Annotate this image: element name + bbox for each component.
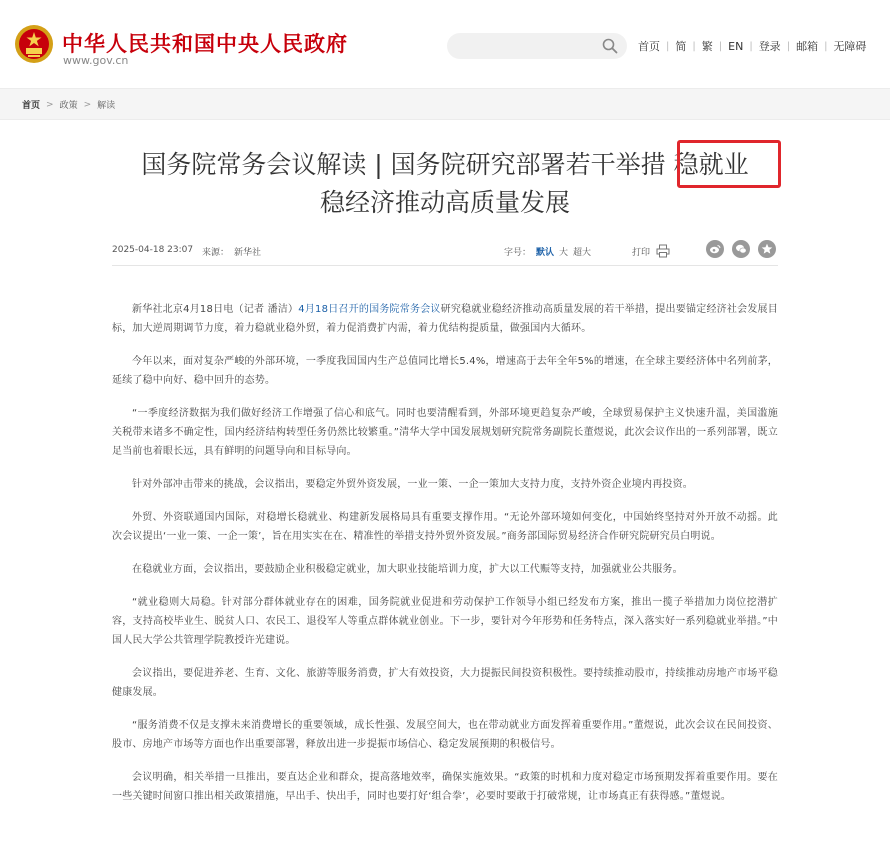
- font-size-label: 字号：: [504, 248, 532, 258]
- site-title[interactable]: 中华人民共和国中央人民政府: [62, 32, 348, 56]
- article-paragraph: 外贸、外资联通国内国际，对稳增长稳就业、构建新发展格局具有重要支撑作用。“无论外部环境如何变化，中国始终坚持对外开放不动摇。此次会议提出‘一业一策、一企一策’，旨在用实实在在、精准性的举措支持外贸外资发展。”商务部国际贸易经济合作研究院研究员白明说。: [112, 512, 778, 542]
- lead-prefix: 新华社北京4月18日电（记者 潘洁）: [132, 304, 299, 315]
- source-name: 新华社: [234, 248, 262, 258]
- font-size-default[interactable]: 默认: [536, 248, 555, 258]
- nav-separator: |: [718, 40, 723, 52]
- source-label: 来源：: [202, 248, 230, 258]
- nav-separator: |: [749, 40, 753, 52]
- article-paragraph: 针对外部冲击带来的挑战，会议指出，要稳定外贸外资发展，一业一策、一企一策加大支持力度，支持外资企业境内再投资。: [132, 479, 693, 490]
- breadcrumb-interpretation[interactable]: 解读: [97, 101, 116, 111]
- article-paragraph-lead: [112, 300, 778, 338]
- search-input[interactable]: [447, 33, 627, 59]
- chevron-right-icon: >: [83, 99, 92, 110]
- site-url: www.gov.cn: [63, 54, 129, 67]
- share-buttons: [706, 240, 776, 258]
- print-button[interactable]: [632, 244, 670, 258]
- article-paragraph: 会议指出，要促进养老、生育、文化、旅游等服务消费，扩大有效投资，大力提振民间投资积极性。要持续推动股市，持续推动房地产市场平稳健康发展。: [112, 668, 778, 698]
- font-size-large[interactable]: 大: [559, 248, 569, 258]
- nav-home[interactable]: 首页: [638, 40, 660, 53]
- top-nav: [632, 38, 872, 54]
- printer-icon: [656, 244, 670, 258]
- lead-link[interactable]: 4月18日召开的国务院常务会议: [298, 304, 441, 315]
- article-paragraph: 今年以来，面对复杂严峻的外部环境，一季度我国国内生产总值同比增长5.4%，增速高于去年全年5%的增速，在全球主要经济体中名列前茅，延续了稳中向好、稳中回升的态势。: [112, 356, 778, 386]
- font-size-control: [504, 245, 591, 258]
- breadcrumb-home[interactable]: 首页: [22, 101, 41, 111]
- weibo-icon[interactable]: [706, 240, 724, 258]
- nav-english[interactable]: EN: [728, 39, 744, 53]
- nav-separator: |: [786, 40, 791, 52]
- article-paragraph: 会议明确，相关举措一旦推出，要直达企业和群众，提高落地效率，确保实施效果。“政策的时机和力度对稳定市场预期发挥着重要作用。要在一些关键时间窗口推出相关政策措施，早出手、快出手，同时也要打好‘组合拳’，必要时要敢于打破常规，让市场真正有获得感。”董煜说。: [112, 772, 778, 802]
- article-paragraph: “一季度经济数据为我们做好经济工作增强了信心和底气。同时也要清醒看到，外部环境更趋复杂严峻，全球贸易保护主义快速升温，美国滥施关税带来诸多不确定性，国内经济结构转型任务仍然比较繁重。”清华大学中国发展规划研究院常务副院长董煜说，此次会议作出的一系列部署，既立足当前也着眼长远，具有鲜明的问题导向和目标导向。: [112, 408, 778, 457]
- nav-separator: |: [692, 40, 696, 52]
- favorite-icon[interactable]: [758, 240, 776, 258]
- wechat-icon[interactable]: [732, 240, 750, 258]
- nav-login[interactable]: 登录: [758, 40, 781, 53]
- article-paragraph: “就业稳则大局稳。针对部分群体就业存在的困难，国务院就业促进和劳动保护工作领导小组已经发布方案，推出一揽子举措加力岗位挖潜扩容，支持高校毕业生、脱贫人口、农民工、退役军人等重点群体就业创业。下一步，要针对今年形势和任务特点，深入落实好一系列稳就业举措。”中国人民大学公共管理学院教授许光建说。: [112, 597, 778, 646]
- article-body: [112, 300, 778, 820]
- breadcrumb-bar: [0, 88, 890, 120]
- national-emblem-logo[interactable]: [14, 24, 54, 64]
- search-icon[interactable]: [602, 38, 618, 54]
- nav-separator: |: [666, 40, 670, 52]
- article-title-line-1: 国务院常务会议解读 | 国务院研究部署若干举措 稳就业: [141, 150, 749, 179]
- font-size-extra-large[interactable]: 超大: [573, 248, 592, 258]
- nav-mailbox[interactable]: 邮箱: [796, 40, 819, 53]
- nav-accessibility[interactable]: 无障碍: [833, 40, 867, 53]
- lead-rest: 研究稳就业稳经济推动高质量发展的若干举措，提出要锚定经济社会发展目标，加大逆周期调节力度，着力稳就业稳外贸，着力促消费扩内需，着力优结构提质量，做强国内大循环。: [112, 304, 778, 334]
- breadcrumb: [22, 98, 115, 111]
- nav-traditional[interactable]: 繁: [701, 40, 713, 53]
- chevron-right-icon: >: [46, 99, 54, 110]
- print-label: 打印: [632, 247, 651, 258]
- nav-separator: |: [824, 40, 828, 52]
- article-title: [100, 146, 790, 222]
- site-header: [0, 0, 890, 88]
- article-title-line-2: 稳经济推动高质量发展: [319, 188, 570, 217]
- publish-date: 2025-04-18 23:07: [112, 245, 194, 255]
- article-paragraph: 在稳就业方面，会议指出，要鼓励企业积极稳定就业，加大职业技能培训力度，扩大以工代赈等支持，加强就业公共服务。: [132, 564, 683, 575]
- breadcrumb-policy[interactable]: 政策: [59, 101, 78, 111]
- nav-simplified[interactable]: 简: [675, 40, 687, 53]
- article-meta: [112, 236, 778, 266]
- article-paragraph: “服务消费不仅是支撑未来消费增长的重要领域，成长性强、发展空间大，也在带动就业方面发挥着重要作用。”董煜说，此次会议在民间投资、股市、房地产市场等方面也作出重要部署，释放出进一步提振市场信心、稳定发展预期的积极信号。: [112, 720, 778, 750]
